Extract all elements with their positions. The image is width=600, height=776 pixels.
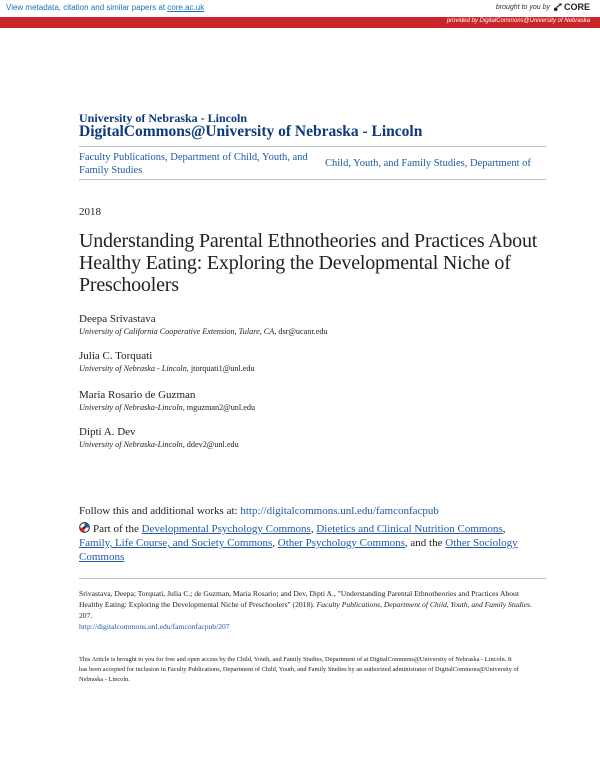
author-affiliation: University of California Cooperative Extension, Tulare, CA, dsr@ucanr.edu <box>79 327 328 336</box>
author-affiliation: University of Nebraska-Lincoln, mguzman2@unl.edu <box>79 403 256 412</box>
author-name: Maria Rosario de Guzman <box>79 389 196 401</box>
collection-department[interactable]: Child, Youth, and Family Studies, Department of <box>325 158 531 169</box>
core-icon <box>553 3 562 12</box>
citation-series: Faculty Publications, Department of Child, Youth, and Family Studies. <box>316 600 532 609</box>
author-entry <box>79 313 328 336</box>
recommended-citation: Srivastava, Deepa; Torquati, Julia C.; de Guzman, Maria Rosario; and Dev, Dipti A., "Understanding Parental Ethnotheories and Practices About Healthy Eating: Exploring the Developmental Niche of Preschoolers" (2018). Faculty Publications, Department of Child, Youth, and Family Studies. 207. http://digitalcommons.unl.edu/famconfacpub/207 <box>79 588 539 632</box>
network-icon <box>79 522 90 533</box>
follow-works-link[interactable]: http://digitalcommons.unl.edu/famconfacpub <box>240 505 439 517</box>
commons-link-developmental-psychology[interactable]: Developmental Psychology Commons <box>141 523 311 535</box>
author-name: Deepa Srivastava <box>79 313 156 325</box>
core-logo[interactable]: CORE <box>553 2 590 12</box>
author-name: Dipti A. Dev <box>79 426 136 438</box>
divider <box>79 146 546 147</box>
article-title: Understanding Parental Ethnotheories and Practices About Healthy Eating: Exploring the Developmental Niche of Preschoolers <box>79 230 538 296</box>
follow-works: Follow this and additional works at: http://digitalcommons.unl.edu/famconfacpub <box>79 505 439 517</box>
commons-link-family-life-course[interactable]: Family, Life Course, and Society Commons <box>79 537 273 549</box>
author-entry <box>79 426 239 449</box>
access-notice: This Article is brought to you for free and open access by the Child, Youth, and Family Studies, Department of at DigitalCommons@University of Nebraska - Lincoln. It has been accepted for inclusion in Faculty Publications, Department of Child, Youth, and Family Studies by an authorized administrator of DigitalCommons@University of Nebraska - Lincoln. <box>79 656 519 683</box>
author-name: Julia C. Torquati <box>79 350 153 362</box>
divider <box>79 179 546 180</box>
provider-bar <box>0 17 600 28</box>
publication-year: 2018 <box>79 206 101 218</box>
citation-url[interactable]: http://digitalcommons.unl.edu/famconfacpub/207 <box>79 622 230 631</box>
author-entry <box>79 389 255 412</box>
core-ac-uk-link[interactable]: core.ac.uk <box>167 3 205 12</box>
collection-faculty-publications[interactable]: Faculty Publications, Department of Child, Youth, and Family Studies <box>79 152 308 176</box>
author-email: dsr@ucanr.edu <box>278 327 328 336</box>
divider <box>79 578 546 579</box>
citation-number: 207. <box>79 611 93 620</box>
core-metadata-link[interactable]: View metadata, citation and similar papers at core.ac.uk <box>6 3 205 12</box>
brought-to-you: brought to you by CORE <box>495 2 590 12</box>
author-email: mguzman2@unl.edu <box>186 403 256 412</box>
author-entry <box>79 350 255 373</box>
repository-name[interactable]: DigitalCommons@University of Nebraska - Lincoln <box>79 123 423 140</box>
author-affiliation: University of Nebraska - Lincoln, jtorquati1@unl.edu <box>79 364 255 373</box>
author-email: ddev2@unl.edu <box>186 440 239 449</box>
institution-name[interactable]: University of Nebraska - Lincoln <box>79 111 247 125</box>
commons-link-dietetics[interactable]: Dietetics and Clinical Nutrition Commons <box>316 523 503 535</box>
commons-link-other-psychology[interactable]: Other Psychology Commons <box>277 537 405 549</box>
provided-by-text[interactable]: provided by DigitalCommons@University of Nebraska <box>446 18 590 24</box>
part-of-commons: Part of the Developmental Psychology Commons, Dietetics and Clinical Nutrition Commons, Family, Life Course, and Society Commons, Other Psychology Commons, and the Other Sociology Commons <box>79 523 518 563</box>
author-email: jtorquati1@unl.edu <box>190 364 255 373</box>
author-affiliation: University of Nebraska-Lincoln, ddev2@unl.edu <box>79 440 239 449</box>
commons-link-other-sociology[interactable]: Other Sociology Commons <box>79 537 518 563</box>
